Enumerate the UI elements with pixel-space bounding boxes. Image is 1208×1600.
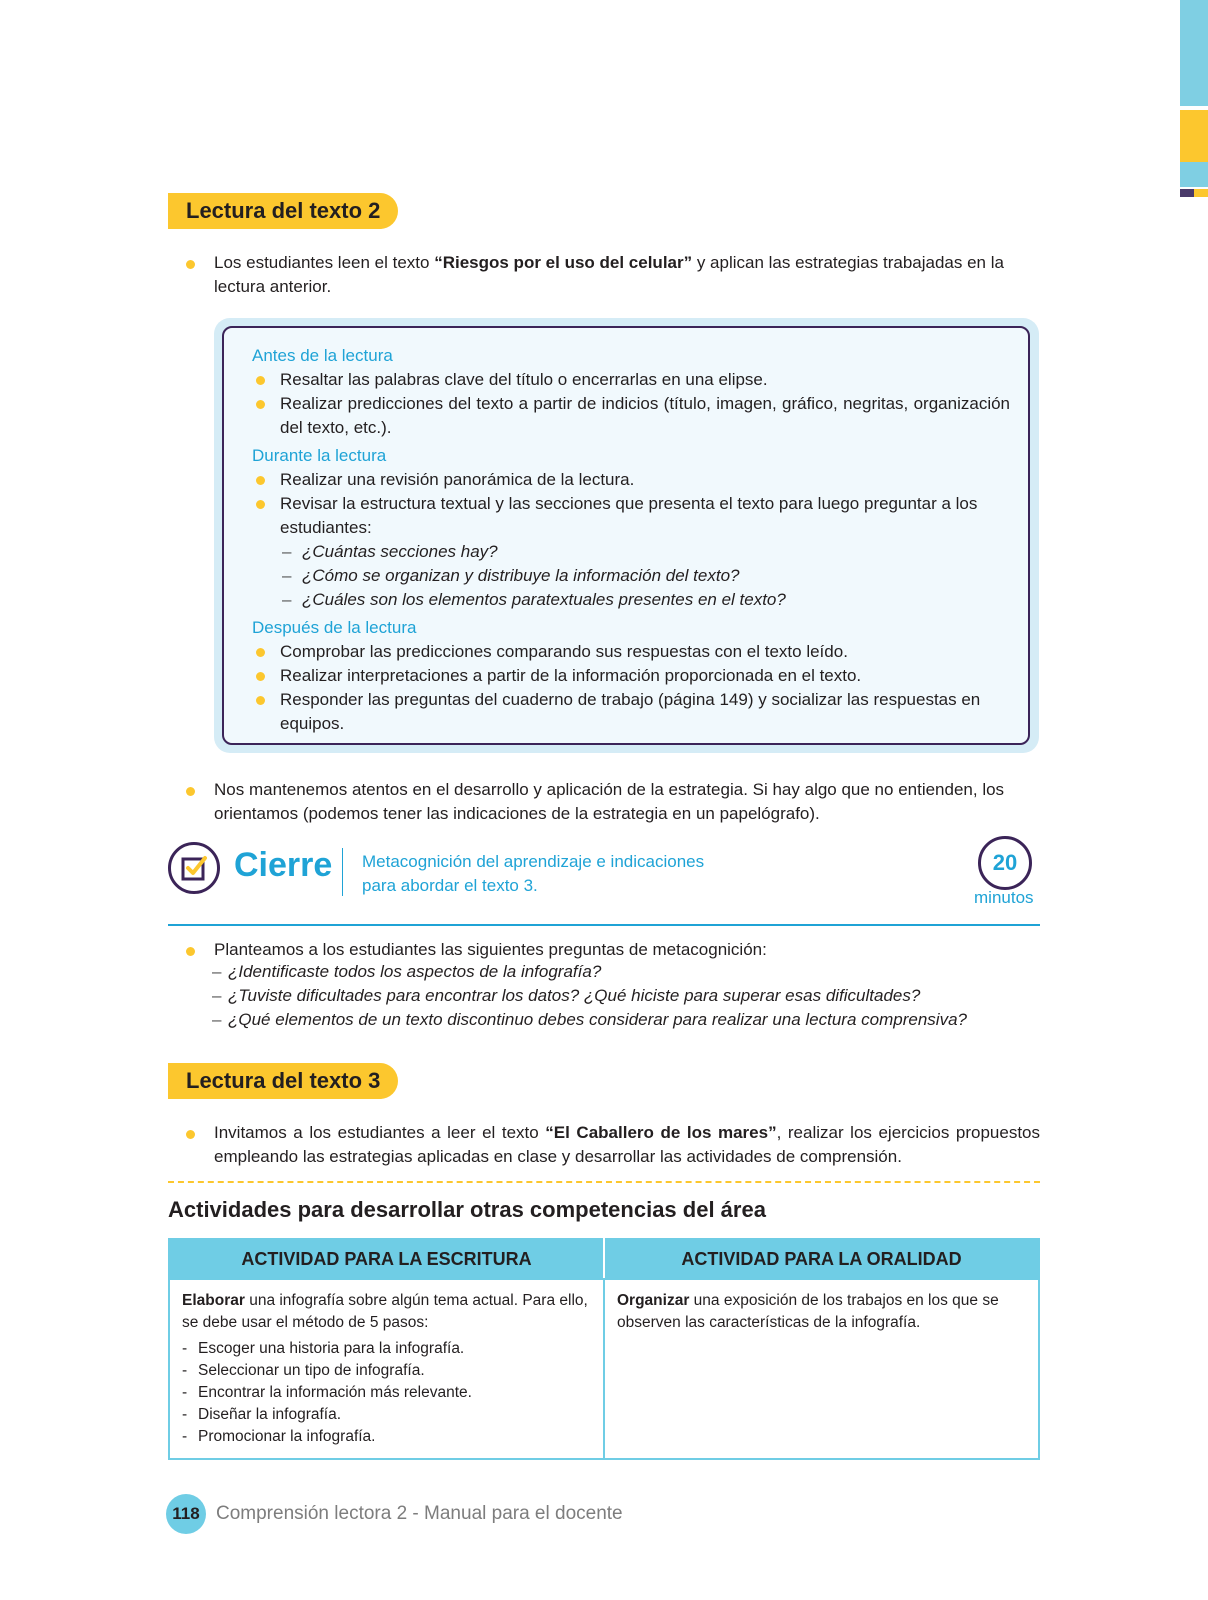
list-item: Resaltar las palabras clave del título o encerrarlas en una elipse. xyxy=(252,368,1010,392)
intro-paragraph-texto-2 xyxy=(190,251,1040,299)
question-item: – ¿Cuáles son los elementos paratextuales presentes en el texto? xyxy=(282,590,786,609)
metacognition-questions xyxy=(210,960,967,1032)
footer-text: Comprensión lectora 2 - Manual para el docente xyxy=(216,1503,623,1524)
strategy-box-content xyxy=(252,344,1010,736)
question-item: – ¿Cuántas secciones hay? xyxy=(282,542,498,561)
checkbox-icon xyxy=(168,842,220,894)
bullet-dot xyxy=(186,787,195,796)
question-item: – ¿Cómo se organizan y distribuye la información del texto? xyxy=(282,566,740,585)
bullet-dot xyxy=(256,672,265,681)
list-item: Comprobar las predicciones comparando sus respuestas con el texto leído. xyxy=(252,640,1010,664)
question-item: – ¿Qué elementos de un texto discontinuo debes considerar para realizar una lectura comprensiva? xyxy=(212,1010,967,1029)
text-title-bold: “El Caballero de los mares” xyxy=(545,1123,777,1142)
antes-title: Antes de la lectura xyxy=(252,346,393,365)
follow-up-paragraph: Nos mantenemos atentos en el desarrollo y aplicación de la estrategia. Si hay algo que no entienden, los orientamos (podemos tener las indicaciones de la estrategia en un papelógrafo). xyxy=(190,778,1040,826)
durante-title: Durante la lectura xyxy=(252,446,387,465)
bullet-dot xyxy=(256,476,265,485)
bullet-dot xyxy=(256,696,265,705)
table-header-row xyxy=(169,1239,1039,1279)
list-item: - Escoger una historia para la infografía. xyxy=(182,1340,465,1357)
edge-strip-yellow xyxy=(1180,110,1208,162)
edge-strip-yellow-small xyxy=(1194,189,1208,197)
dashed-divider xyxy=(168,1181,1040,1183)
divider-line xyxy=(168,924,1040,926)
edge-strip-cyan-lower xyxy=(1180,162,1208,187)
list-item: - Seleccionar un tipo de infografía. xyxy=(182,1362,425,1379)
divider xyxy=(342,848,343,896)
list-item: Realizar interpretaciones a partir de la información proporcionada en el texto. xyxy=(252,664,1010,688)
list-item: Realizar predicciones del texto a partir de indicios (título, imagen, gráfico, negritas, organización del texto, etc.). xyxy=(252,392,1010,440)
cierre-header xyxy=(168,836,1040,924)
section-heading-text: Lectura del texto 3 xyxy=(186,1068,381,1093)
cierre-description: Metacognición del aprendizaje e indicaciones para abordar el texto 3. xyxy=(362,852,705,895)
minutes-value: 20 xyxy=(992,850,1018,875)
bullet-dot xyxy=(186,947,195,956)
bullet-dot xyxy=(186,260,195,269)
despues-title: Después de la lectura xyxy=(252,618,417,637)
column-header-escritura: ACTIVIDAD PARA LA ESCRITURA xyxy=(169,1239,604,1279)
intro-text: Los estudiantes leen el texto xyxy=(214,253,435,272)
cell-escritura: Elaborar una infografía sobre algún tema actual. Para ello, se debe usar el método de 5 pasos: - Escoger una historia para la infografía. - Seleccionar un tipo de infografía. - Encontrar la información más relevante. - Diseñar la infografía. - Promocionar la infografía. xyxy=(169,1279,604,1459)
list-item: Realizar una revisión panorámica de la lectura. xyxy=(252,468,1010,492)
timer-icon xyxy=(978,836,1032,890)
intro-text-end: y aplican las estrategias trabajadas en la lectura anterior. xyxy=(214,253,1004,296)
section-heading-text: Lectura del texto 2 xyxy=(186,198,381,223)
strategy-box-inner xyxy=(222,326,1030,745)
intro-paragraph-texto-3 xyxy=(190,1121,1040,1169)
question-item: – ¿Tuviste dificultades para encontrar los datos? ¿Qué hiciste para superar esas dificultades? xyxy=(212,986,921,1005)
edge-strip-dark xyxy=(1180,189,1194,197)
bullet-dot xyxy=(256,400,265,409)
list-item: - Diseñar la infografía. xyxy=(182,1406,342,1423)
edge-strip-cyan xyxy=(1180,0,1208,106)
activities-table xyxy=(168,1238,1040,1460)
steps-list xyxy=(182,1338,591,1448)
table-row xyxy=(169,1279,1039,1459)
page-footer xyxy=(166,1494,623,1534)
minutes-label: minutos xyxy=(974,888,1034,907)
bullet-dot xyxy=(256,648,265,657)
list-item: - Promocionar la infografía. xyxy=(182,1428,376,1445)
question-item: – ¿Identificaste todos los aspectos de la infografía? xyxy=(212,962,602,981)
bullet-dot xyxy=(256,376,265,385)
list-item: Revisar la estructura textual y las secciones que presenta el texto para luego preguntar a los estudiantes: xyxy=(252,492,1010,540)
activities-title: Actividades para desarrollar otras competencias del área xyxy=(168,1197,766,1222)
strategy-box xyxy=(214,318,1039,753)
cierre-title: Cierre xyxy=(234,846,333,884)
column-header-oralidad: ACTIVIDAD PARA LA ORALIDAD xyxy=(604,1239,1039,1279)
section-heading-texto-3 xyxy=(168,1063,398,1099)
bullet-dot xyxy=(256,500,265,509)
list-item: - Encontrar la información más relevante. xyxy=(182,1384,472,1401)
cell-oralidad: Organizar una exposición de los trabajos en los que se observen las características de la infografía. xyxy=(604,1279,1039,1459)
list-item: Responder las preguntas del cuaderno de trabajo (página 149) y socializar las respuestas en equipos. xyxy=(252,688,1010,736)
intro-text: Invitamos a los estudiantes a leer el texto xyxy=(214,1123,546,1142)
cierre-intro-paragraph: Planteamos a los estudiantes las siguientes preguntas de metacognición: xyxy=(190,938,1040,962)
section-heading-texto-2 xyxy=(168,193,398,229)
bullet-dot xyxy=(186,1130,195,1139)
text-title-bold: “Riesgos por el uso del celular” xyxy=(434,253,693,272)
intro-text-end: , realizar los ejercicios propuestos empleando las estrategias aplicadas en clase y desarrollar las actividades de comprensión. xyxy=(214,1123,1041,1166)
page-number: 118 xyxy=(166,1494,206,1534)
